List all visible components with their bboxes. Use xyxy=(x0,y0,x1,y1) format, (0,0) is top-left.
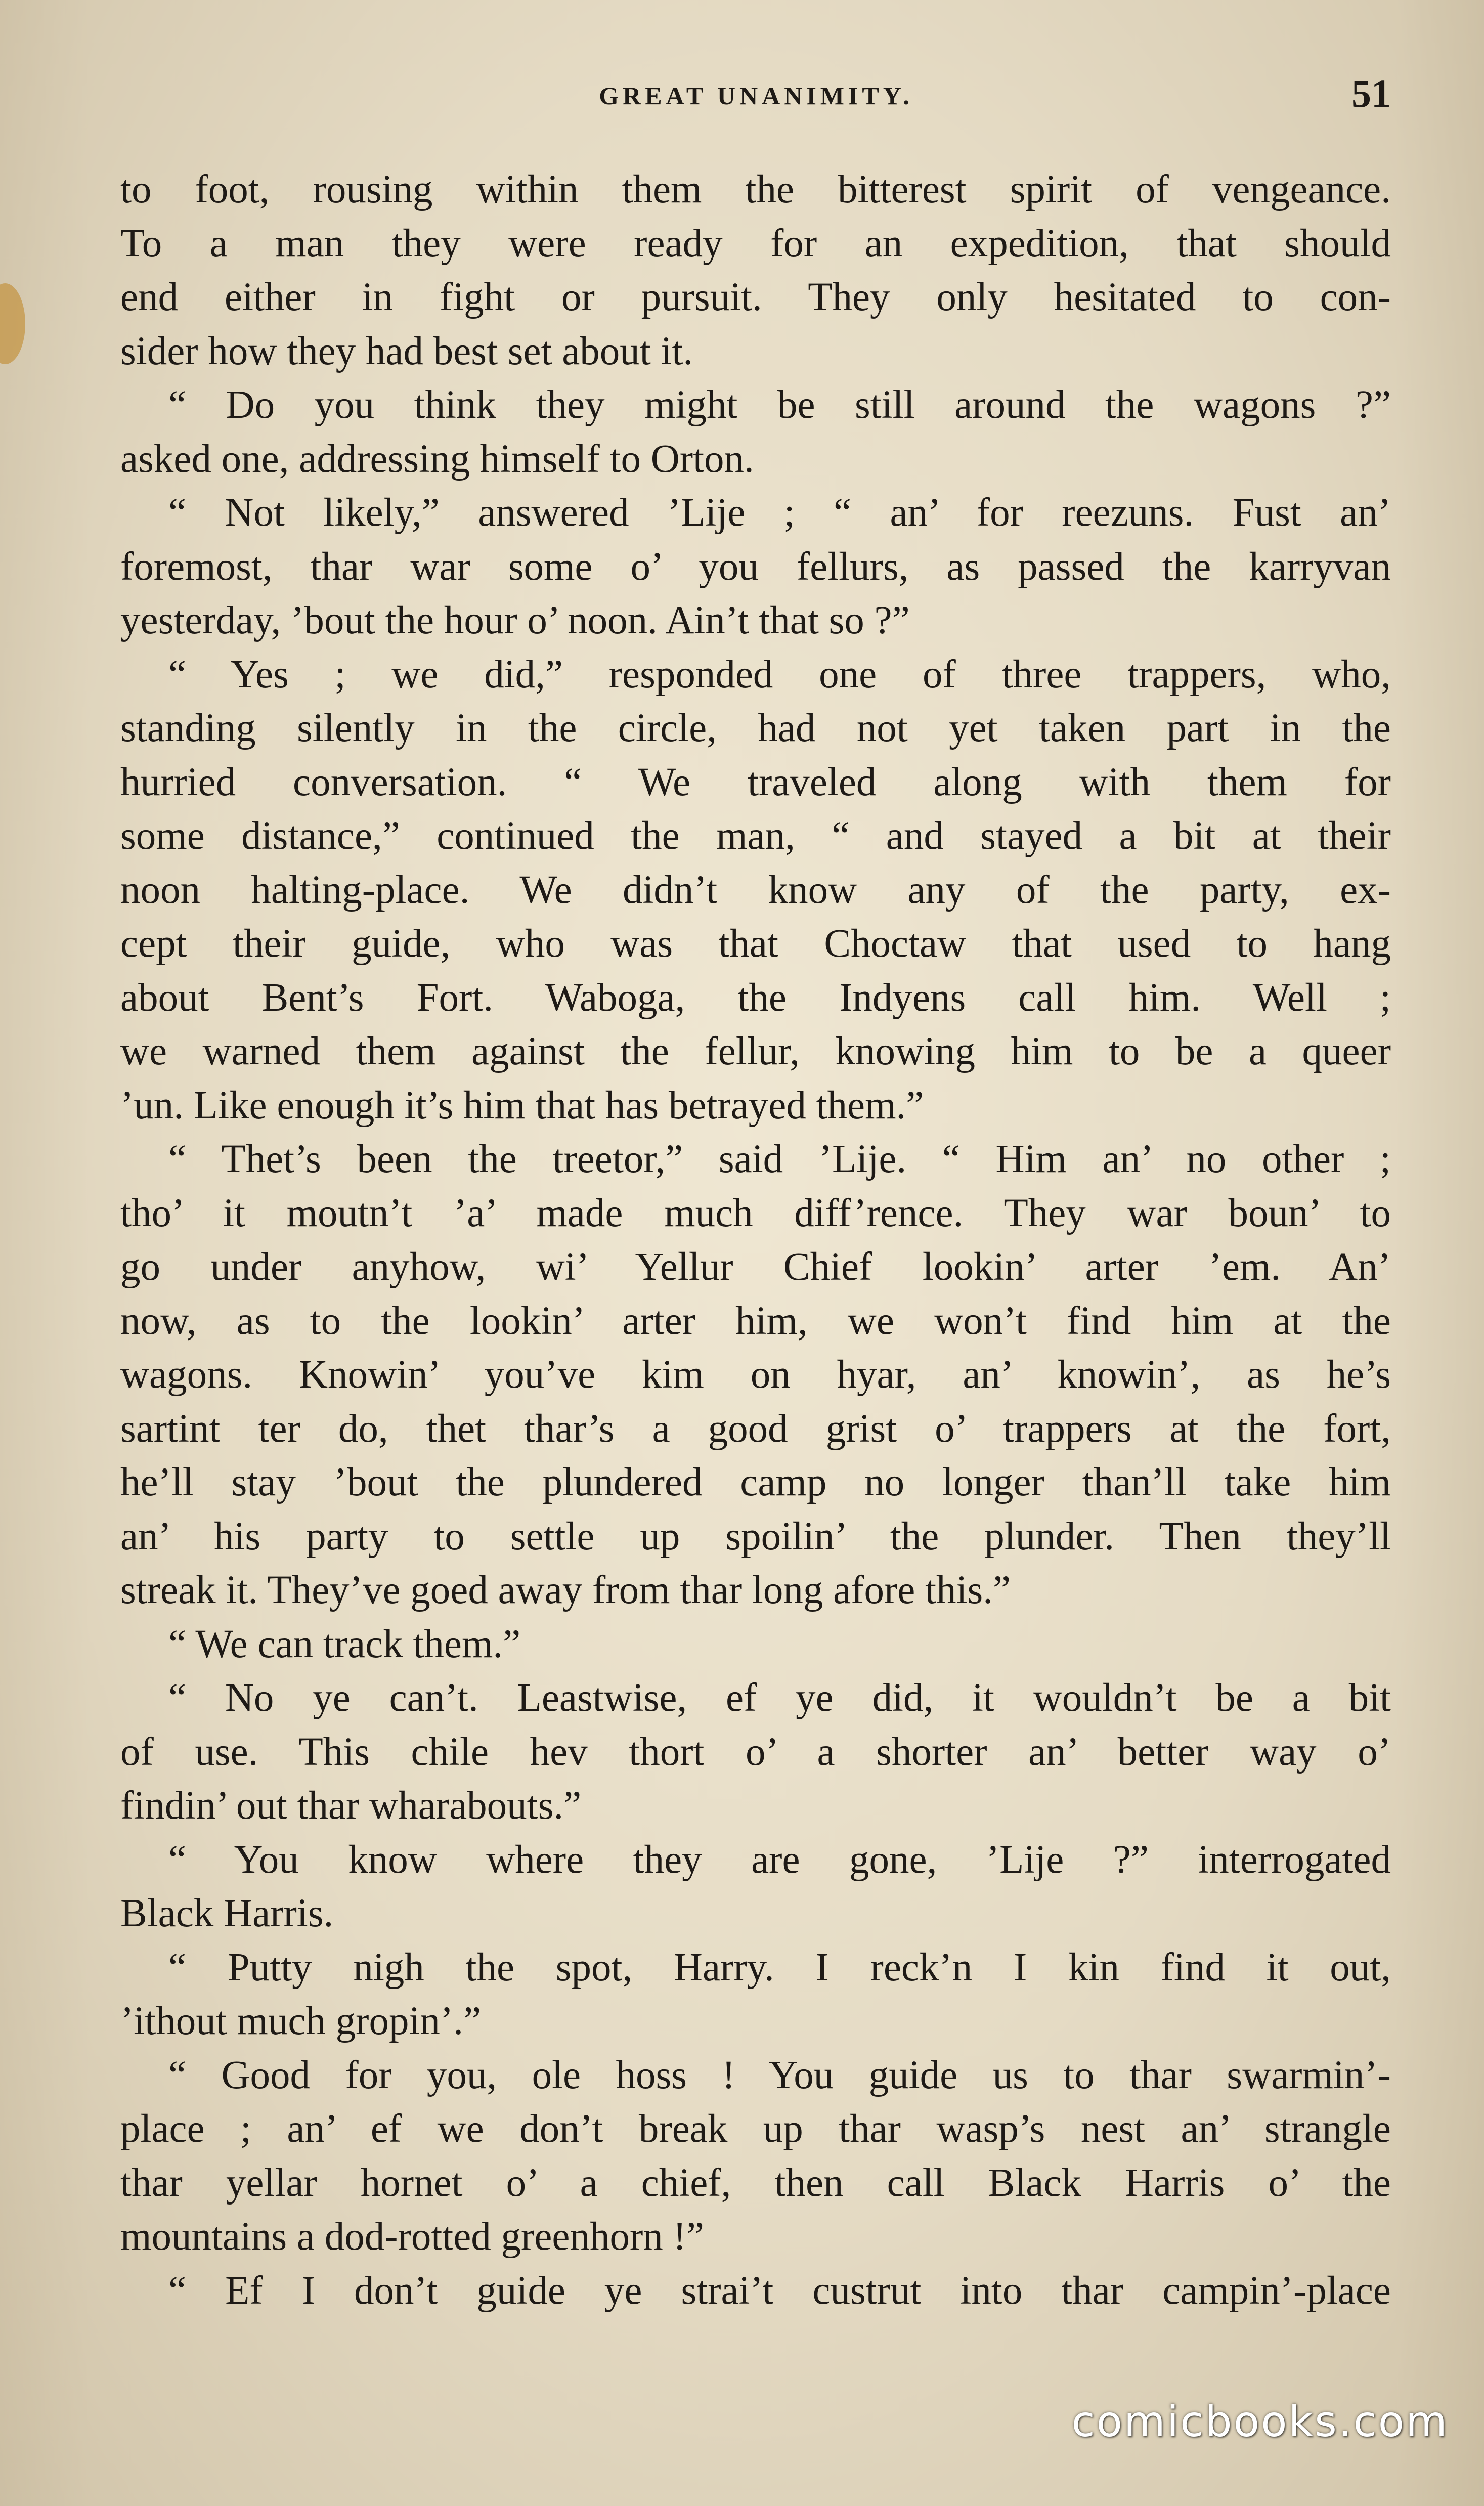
text-line: cept their guide, who was that Choctaw that used to hang xyxy=(120,922,1391,966)
text-line: “ Yes ; we did,” responded one of three trappers, who, xyxy=(168,652,1391,697)
text-line: we warned them against the fellur, knowing him to be a queer xyxy=(120,1029,1391,1073)
text-line: tho’ it moutn’t ’a’ made much diff’rence. They war boun’ to xyxy=(120,1191,1391,1235)
text-line: to foot, rousing within them the bitterest spirit of vengeance. xyxy=(120,167,1391,211)
text-line: ’un. Like enough it’s him that has betrayed them.” xyxy=(120,1083,924,1128)
text-line: To a man they were ready for an expedition, that should xyxy=(120,221,1391,266)
text-line: sartint ter do, thet thar’s a good grist o’ trappers at the fort, xyxy=(120,1406,1391,1451)
page-number: 51 xyxy=(1351,71,1391,115)
text-line: end either in fight or pursuit. They only hesitated to con- xyxy=(120,275,1391,319)
text-line: he’ll stay ’bout the plundered camp no longer than’ll take him xyxy=(120,1460,1391,1504)
text-line: “ Do you think they might be still around the wagons ?” xyxy=(168,383,1391,427)
text-line: hurried conversation. “ We traveled along with them for xyxy=(120,760,1391,804)
text-line: of use. This chile hev thort o’ a shorter an’ better way o’ xyxy=(120,1730,1391,1774)
text-line: wagons. Knowin’ you’ve kim on hyar, an’ knowin’, as he’s xyxy=(120,1353,1391,1397)
text-line: “ We can track them.” xyxy=(168,1622,521,1666)
body-text xyxy=(120,163,1391,2318)
text-line: place ; an’ ef we don’t break up thar wasp’s nest an’ strangle xyxy=(120,2107,1391,2151)
text-line: “ Ef I don’t guide ye strai’t custrut into thar campin’-place xyxy=(168,2268,1391,2313)
text-line: “ Good for you, ole hoss ! You guide us to thar swarmin’- xyxy=(168,2053,1391,2097)
text-line: standing silently in the circle, had not yet taken part in the xyxy=(120,706,1391,750)
text-line: about Bent’s Fort. Waboga, the Indyens call him. Well ; xyxy=(120,975,1391,1020)
text-line: streak it. They’ve goed away from thar long afore this.” xyxy=(120,1568,1011,1612)
text-line: yesterday, ’bout the hour o’ noon. Ain’t that so ?” xyxy=(120,598,910,642)
text-line: “ You know where they are gone, ’Lije ?” interrogated xyxy=(168,1837,1391,1882)
text-line: ’ithout much gropin’.” xyxy=(120,1999,482,2043)
page-header xyxy=(121,71,1391,132)
text-line: “ Putty nigh the spot, Harry. I reck’n I kin find it out, xyxy=(168,1945,1391,1990)
text-line: now, as to the lookin’ arter him, we won’t find him at the xyxy=(120,1299,1391,1343)
text-line: “ No ye can’t. Leastwise, ef ye did, it wouldn’t be a bit xyxy=(168,1676,1391,1720)
text-line: “ Not likely,” answered ’Lije ; “ an’ for reezuns. Fust an’ xyxy=(168,491,1391,535)
watermark: comicbooks.com xyxy=(1071,2397,1449,2446)
text-line: “ Thet’s been the treetor,” said ’Lije. “ Him an’ no other ; xyxy=(168,1137,1391,1181)
text-line: sider how they had best set about it. xyxy=(120,329,693,373)
running-head: GREAT UNANIMITY. xyxy=(599,81,913,110)
text-line: thar yellar hornet o’ a chief, then call Black Harris o’ the xyxy=(120,2161,1391,2205)
text-line: foremost, thar war some o’ you fellurs, as passed the karryvan xyxy=(120,544,1391,589)
text-line: go under anyhow, wi’ Yellur Chief lookin’ arter ’em. An’ xyxy=(120,1245,1391,1289)
text-line: asked one, addressing himself to Orton. xyxy=(120,437,754,481)
text-line: Black Harris. xyxy=(120,1891,334,1935)
text-line: some distance,” continued the man, “ and stayed a bit at their xyxy=(120,814,1391,858)
page-stain xyxy=(0,283,25,364)
text-line: mountains a dod-rotted greenhorn !” xyxy=(120,2215,704,2259)
text-line: an’ his party to settle up spoilin’ the plunder. Then they’ll xyxy=(120,1514,1391,1559)
text-line: noon halting-place. We didn’t know any of the party, ex- xyxy=(120,868,1391,912)
text-line: findin’ out thar wharabouts.” xyxy=(120,1784,582,1828)
